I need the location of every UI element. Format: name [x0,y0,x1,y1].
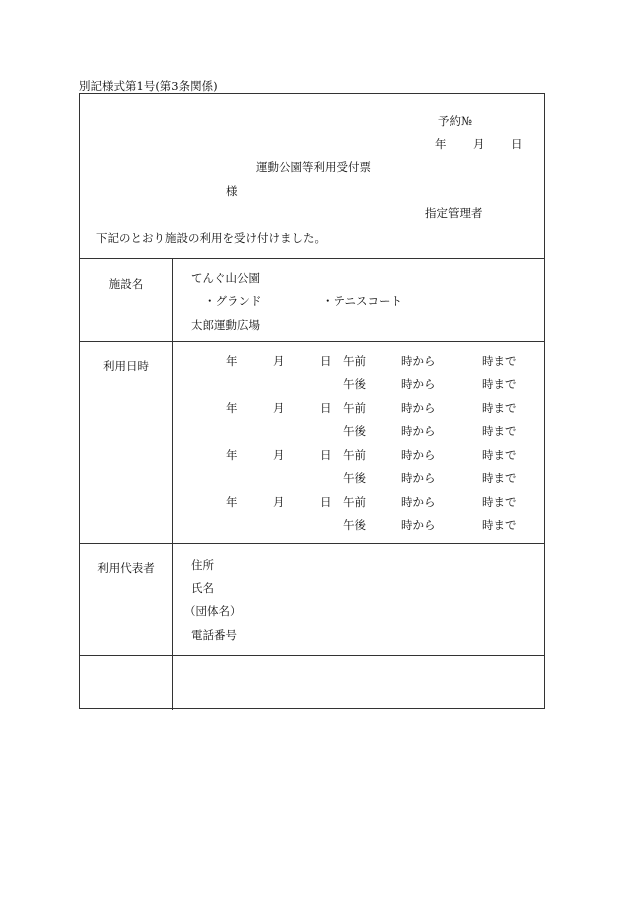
usage-until: 時まで [482,377,517,391]
usage-pm: 午後 [343,471,366,485]
issue-date-month: 月 [473,137,485,151]
usage-year: 年 [226,495,238,509]
usage-month: 月 [273,401,285,415]
usage-from: 時から [401,401,436,415]
usage-from: 時から [401,471,436,485]
usage-from: 時から [401,518,436,532]
usage-am: 午前 [343,495,366,509]
representative-group-name: （団体名） [184,604,242,618]
issue-date-day: 日 [511,137,523,151]
facility-field: 太郎運動広場 [191,318,260,332]
usage-pm: 午後 [343,377,366,391]
reception-form [79,93,545,709]
usage-year: 年 [226,354,238,368]
usage-pm: 午後 [343,424,366,438]
usage-until: 時まで [482,401,517,415]
usage-day: 日 [320,401,332,415]
usage-am: 午前 [343,448,366,462]
label-column-divider [172,258,173,710]
usage-until: 時まで [482,424,517,438]
usage-from: 時から [401,354,436,368]
facility-option-ground: ・グランド [204,294,262,308]
usage-day: 日 [320,354,332,368]
form-title: 運動公園等利用受付票 [256,160,371,174]
usage-until: 時まで [482,471,517,485]
facility-park: てんぐ山公園 [191,271,260,285]
usage-until: 時まで [482,448,517,462]
usage-day: 日 [320,448,332,462]
usage-month: 月 [273,448,285,462]
usage-until: 時まで [482,518,517,532]
addressee-suffix: 様 [226,184,238,198]
representative-name: 氏名 [191,581,214,595]
usage-until: 時まで [482,495,517,509]
usage-from: 時から [401,377,436,391]
usage-from: 時から [401,424,436,438]
usage-am: 午前 [343,401,366,415]
usage-month: 月 [273,495,285,509]
usage-day: 日 [320,495,332,509]
usage-month: 月 [273,354,285,368]
remarks-box [80,656,544,708]
usage-datetime-label: 利用日時 [103,359,149,373]
issue-date-year: 年 [435,137,447,151]
usage-pm: 午後 [343,518,366,532]
representative-address: 住所 [191,558,214,572]
usage-am: 午前 [343,354,366,368]
usage-year: 年 [226,401,238,415]
acceptance-statement: 下記のとおり施設の利用を受け付けました。 [96,231,326,245]
facility-label: 施設名 [108,277,144,291]
representative-label: 利用代表者 [97,561,155,575]
reservation-number-label: 予約№ [438,114,472,128]
designated-manager: 指定管理者 [425,206,483,220]
usage-until: 時まで [482,354,517,368]
divider [80,341,544,342]
usage-year: 年 [226,448,238,462]
facility-option-tennis: ・テニスコート [322,294,403,308]
divider [80,258,544,259]
form-caption: 別記様式第1号(第3条関係) [79,79,218,93]
divider [80,543,544,544]
usage-from: 時から [401,495,436,509]
usage-from: 時から [401,448,436,462]
representative-phone: 電話番号 [191,628,237,642]
